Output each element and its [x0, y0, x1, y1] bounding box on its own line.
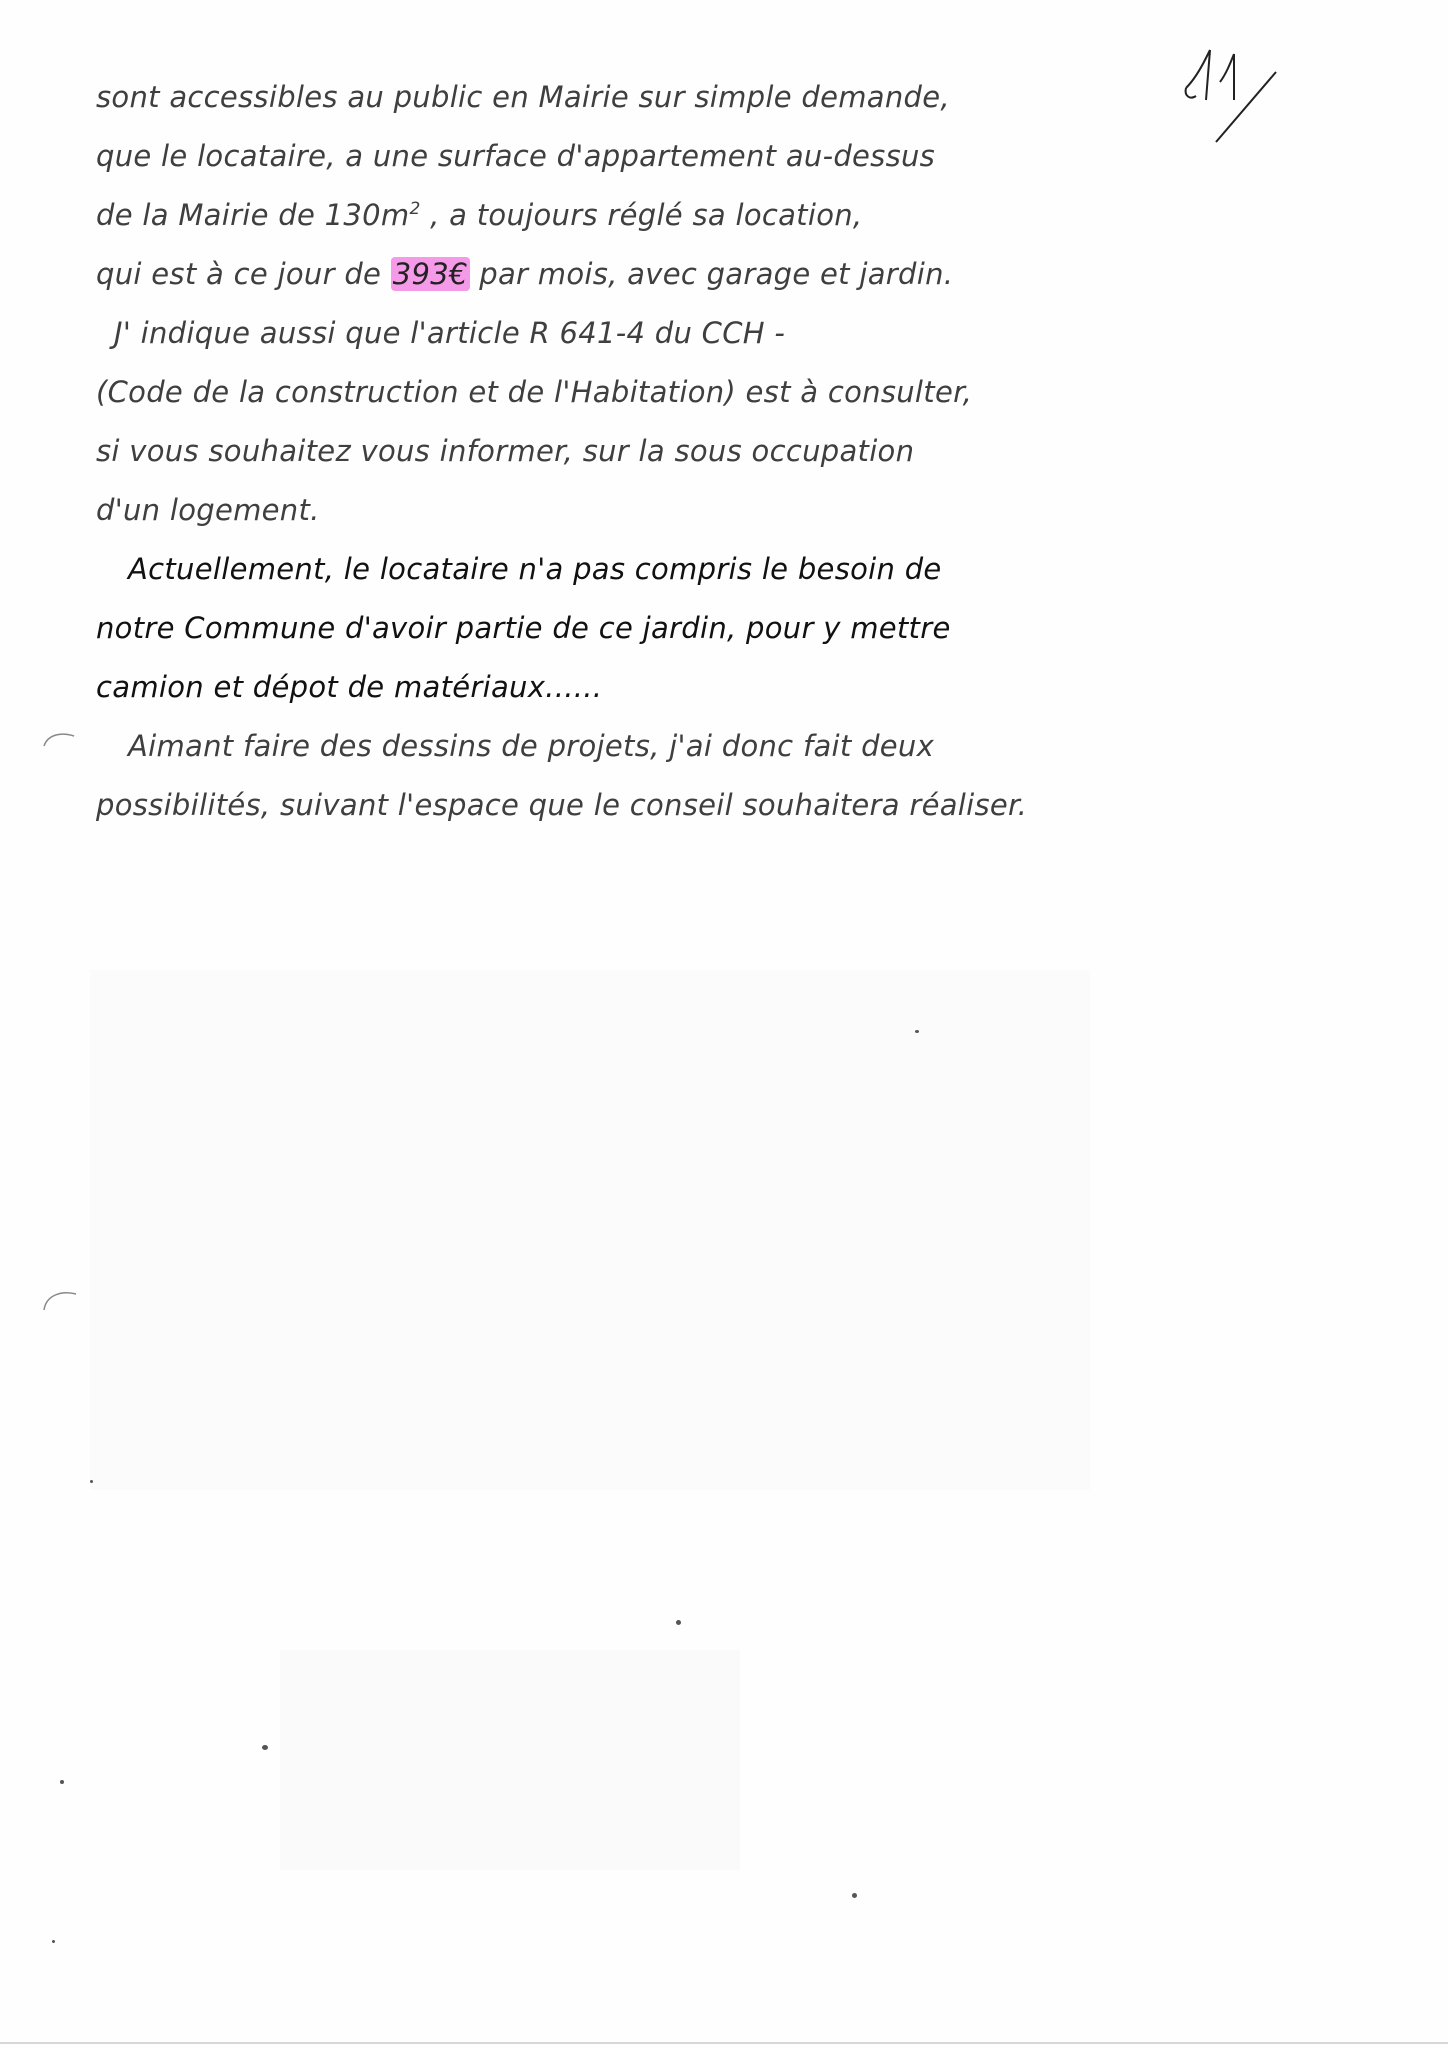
body-line: Actuellement, le locataire n'a pas compris le besoin de: [128, 552, 942, 586]
scan-speck: [676, 1620, 681, 1625]
body-line: Aimant faire des dessins de projets, j'ai donc fait deux: [128, 729, 935, 763]
body-line: J' indique aussi que l'article R 641-4 du CCH -: [114, 316, 786, 350]
highlighted-rent-amount: 393€: [392, 257, 468, 291]
body-line: d'un logement.: [96, 493, 320, 527]
scan-speck: [90, 1480, 93, 1483]
letter-body: [96, 68, 1196, 835]
body-line: de la Mairie de $130m^2$ , a toujours réglé sa location,: [96, 198, 863, 232]
body-line: sont accessibles au public en Mairie sur simple demande,: [96, 80, 950, 114]
scan-speck: [915, 1030, 919, 1033]
body-line: que le locataire, a une surface d'appartement au-dessus: [96, 139, 936, 173]
body-line: qui est à ce jour de 393€ par mois, avec garage et jardin.: [96, 257, 954, 291]
body-line: possibilités, suivant l'espace que le conseil souhaitera réaliser.: [96, 788, 1028, 822]
handwritten-page-number: [1180, 40, 1300, 150]
body-line: si vous souhaitez vous informer, sur la sous occupation: [96, 434, 915, 468]
superscript: 2: [409, 199, 421, 219]
body-line: camion et dépot de matériaux......: [96, 670, 603, 704]
punch-hole-mark: [40, 722, 80, 762]
body-line: notre Commune d'avoir partie de ce jardin, pour y mettre: [96, 611, 951, 645]
scan-speck: [852, 1893, 857, 1898]
scan-speck: [52, 1940, 55, 1943]
scan-edge: [0, 2042, 1448, 2044]
body-line: (Code de la construction et de l'Habitation) est à consulter,: [96, 375, 973, 409]
bleed-through-area: [90, 970, 1090, 1490]
scan-speck: [60, 1780, 64, 1784]
punch-hole-mark: [40, 1280, 80, 1320]
bleed-through-area: [280, 1650, 740, 1870]
scan-speck: [262, 1745, 268, 1750]
